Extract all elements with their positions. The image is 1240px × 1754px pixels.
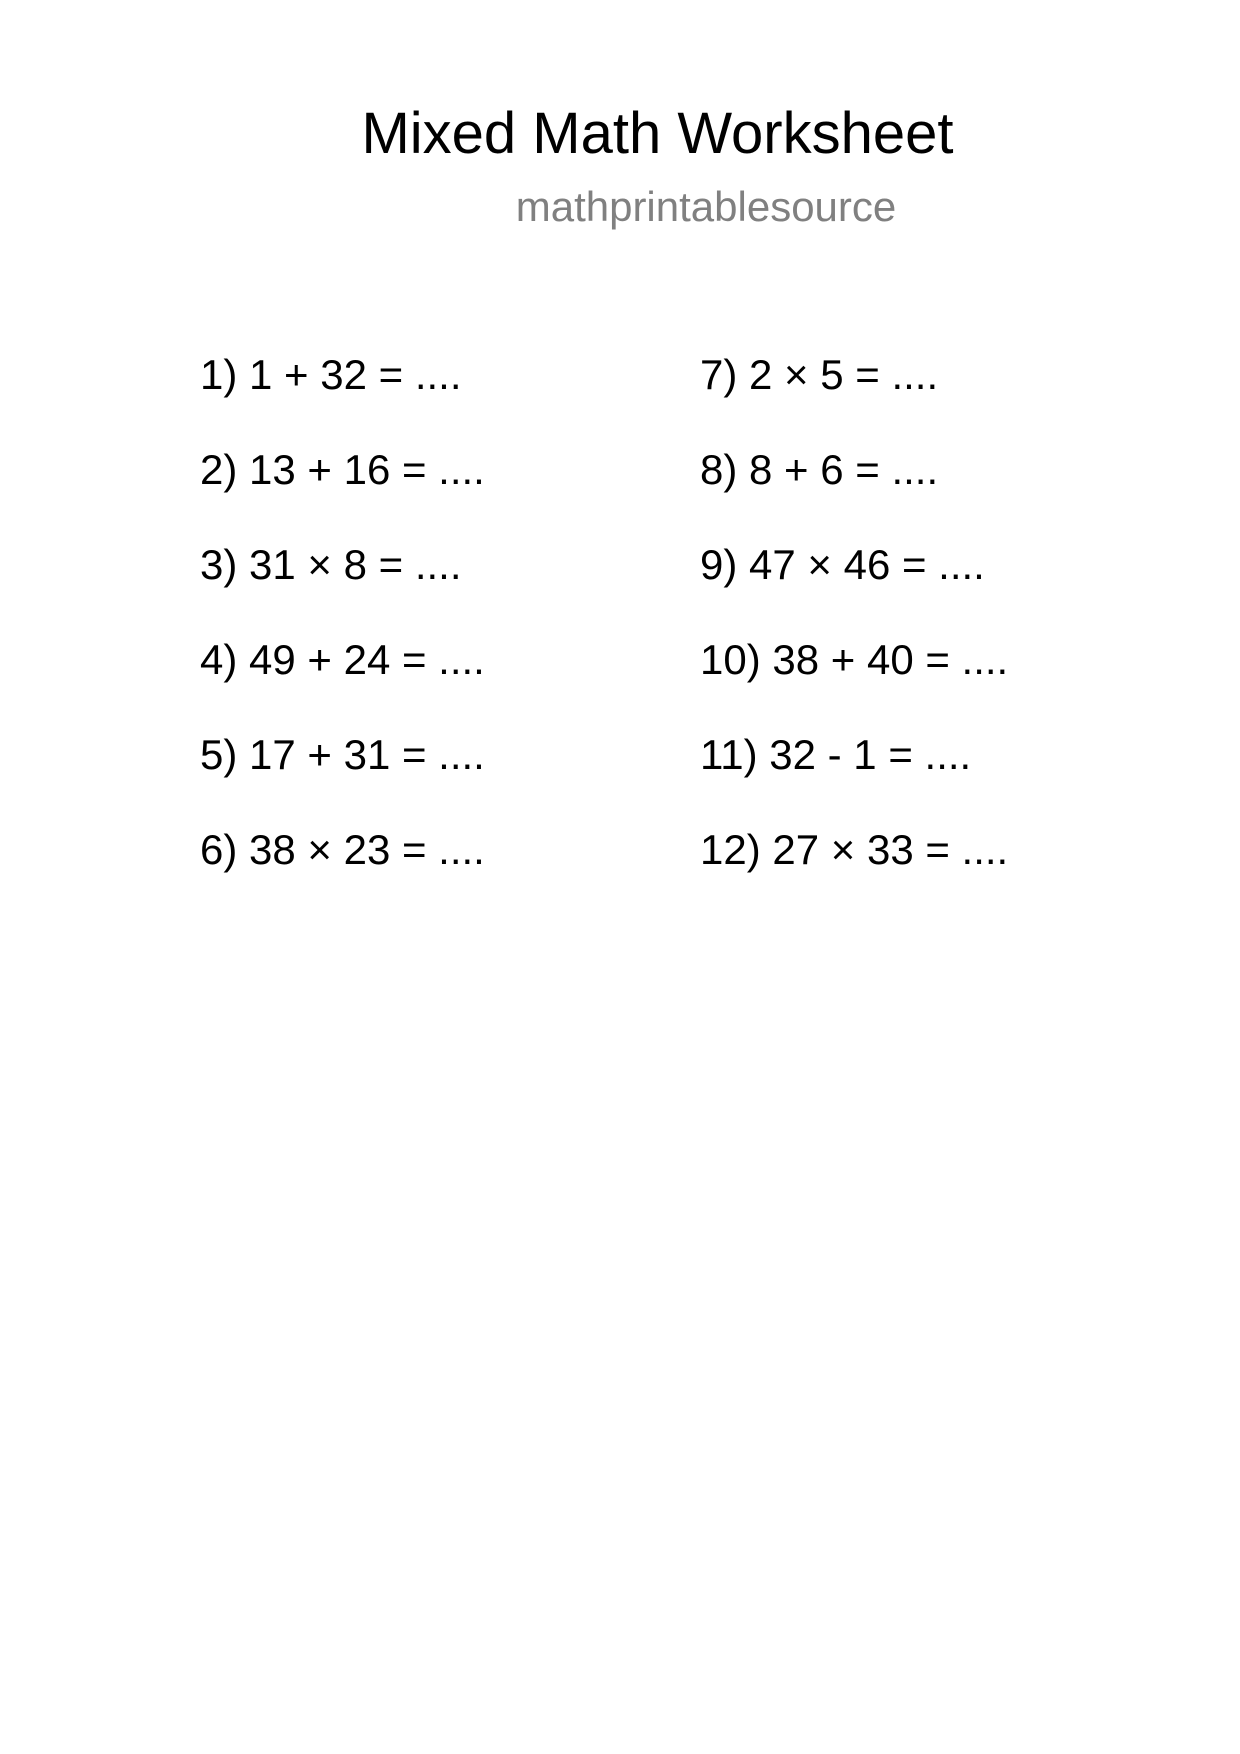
problem-1: 1) 1 + 32 = .... xyxy=(200,351,462,398)
problem-column-right xyxy=(700,350,1008,920)
problem-5: 5) 17 + 31 = .... xyxy=(200,731,485,778)
problem-12: 12) 27 × 33 = .... xyxy=(700,826,1009,873)
problem-6: 6) 38 × 23 = .... xyxy=(200,826,485,873)
worksheet-title: Mixed Math Worksheet xyxy=(361,101,954,166)
problem-2: 2) 13 + 16 = .... xyxy=(200,446,485,493)
worksheet-subtitle: mathprintablesource xyxy=(515,183,897,230)
problem-4: 4) 49 + 24 = .... xyxy=(200,636,485,683)
problem-9: 9) 47 × 46 = .... xyxy=(700,541,985,588)
problem-3: 3) 31 × 8 = .... xyxy=(200,541,462,588)
problem-11: 11) 32 - 1 = .... xyxy=(700,731,972,778)
problem-8: 8) 8 + 6 = .... xyxy=(700,446,939,493)
problem-column-left xyxy=(200,350,485,920)
problem-7: 7) 2 × 5 = .... xyxy=(700,351,939,398)
problem-10: 10) 38 + 40 = .... xyxy=(700,636,1009,683)
